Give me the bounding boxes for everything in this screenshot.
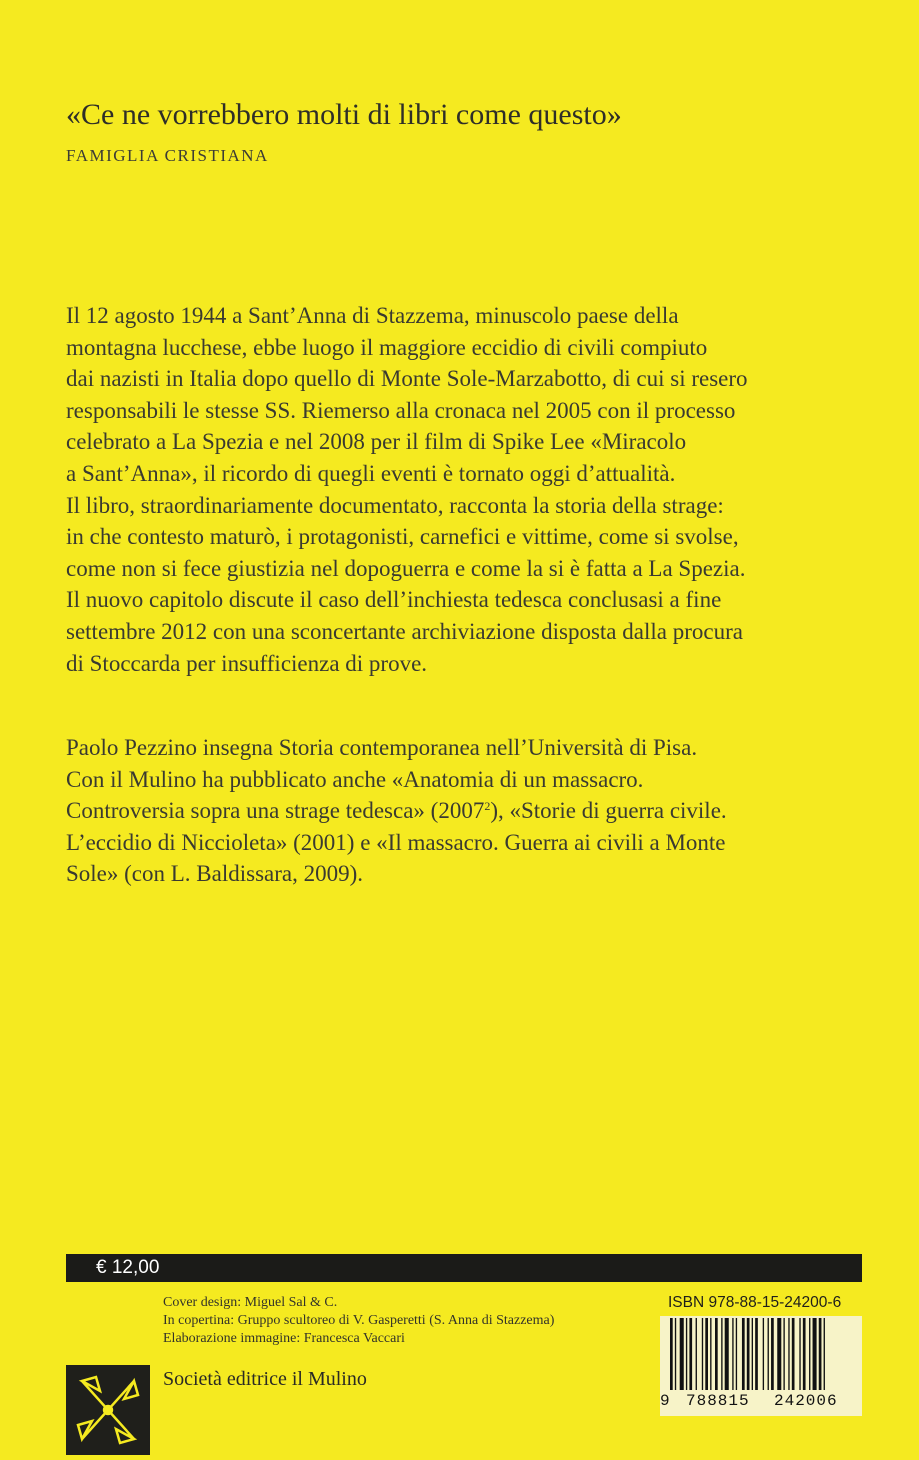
barcode-bar <box>670 1318 673 1390</box>
synopsis-line: settembre 2012 con una sconcertante archiviazione disposta dalla procura <box>66 618 743 644</box>
barcode-bar <box>819 1318 822 1390</box>
barcode <box>660 1316 862 1416</box>
barcode-bar <box>736 1318 737 1390</box>
barcode-bar <box>803 1318 806 1390</box>
synopsis-line: come non si fece giustizia nel dopoguerra e come la si è fatta a La Spezia. <box>66 555 746 581</box>
barcode-bar <box>771 1318 774 1390</box>
synopsis-line: responsabili le stesse SS. Riemerso alla cronaca nel 2005 con il processo <box>66 397 736 423</box>
barcode-bar <box>721 1318 722 1390</box>
synopsis-line: a Sant’Anna», il ricordo di quegli eventi è tornato oggi d’attualità. <box>66 460 676 486</box>
barcode-bar <box>725 1318 729 1390</box>
publisher-name: Società editrice il Mulino <box>163 1368 367 1390</box>
barcode-bar <box>777 1318 781 1390</box>
barcode-bar <box>696 1318 697 1390</box>
author-bio-line <box>66 795 866 827</box>
barcode-first-digit: 9 <box>660 1392 671 1410</box>
synopsis-line: Il libro, straordinariamente documentato, racconta la storia della strage: <box>66 492 724 518</box>
synopsis-line: in che contesto maturò, i protagonisti, carnefici e vittime, come si svolse, <box>66 524 739 550</box>
windmill-icon <box>66 1365 150 1455</box>
barcode-bar <box>755 1318 758 1390</box>
barcode-bars <box>660 1316 862 1396</box>
synopsis <box>66 300 866 679</box>
barcode-bar <box>710 1318 711 1390</box>
barcode-bar <box>705 1318 708 1390</box>
barcode-bar <box>799 1318 800 1390</box>
author-bio-line: Con il Mulino ha pubblicato anche «Anatomia di un massacro. <box>66 766 644 792</box>
barcode-bar <box>792 1318 795 1390</box>
barcode-bar <box>686 1318 687 1390</box>
credit-line: Cover design: Miguel Sal & C. <box>163 1295 338 1310</box>
barcode-bar <box>788 1318 789 1390</box>
credit-line: In copertina: Gruppo scultoreo di V. Gasperetti (S. Anna di Stazzema) <box>163 1313 555 1328</box>
price: € 12,00 <box>96 1257 160 1278</box>
synopsis-line: di Stoccarda per insufficienza di prove. <box>66 650 428 676</box>
author-bio-line: Sole» (con L. Baldissara, 2009). <box>66 861 364 887</box>
synopsis-line: montagna lucchese, ebbe luogo il maggiore eccidio di civili compiuto <box>66 334 708 360</box>
author-bio-line: Paolo Pezzino insegna Storia contemporanea nell’Università di Pisa. <box>66 735 698 760</box>
barcode-bar <box>813 1318 817 1390</box>
barcode-bar <box>747 1318 750 1390</box>
barcode-digits <box>660 1392 862 1410</box>
price-bar <box>66 1254 862 1282</box>
synopsis-line: Il nuovo capitolo discute il caso dell’inchiesta tedesca conclusasi a fine <box>66 587 722 613</box>
barcode-bar <box>763 1318 764 1390</box>
edition-superscript: 2 <box>484 799 491 814</box>
barcode-bar <box>768 1318 769 1390</box>
review-quote: «Ce ne vorrebbero molti di libri come questo» <box>66 98 622 131</box>
isbn: ISBN 978-88-15-24200-6 <box>668 1294 842 1311</box>
barcode-bar <box>783 1318 784 1390</box>
author-bio <box>66 732 866 890</box>
review-source: FAMIGLIA CRISTIANA <box>66 146 269 165</box>
barcode-bar <box>732 1318 733 1390</box>
publisher-logo <box>66 1365 150 1455</box>
barcode-bar <box>742 1318 745 1390</box>
barcode-bar <box>689 1318 692 1390</box>
credit-line: Elaborazione immagine: Francesca Vaccari <box>163 1331 405 1346</box>
barcode-bar <box>680 1318 684 1390</box>
credits <box>163 1294 554 1348</box>
barcode-bar <box>702 1318 703 1390</box>
author-bio-text: Controversia sopra una strage tedesca» (2007 <box>66 798 485 824</box>
barcode-bar <box>809 1318 810 1390</box>
barcode-bar <box>752 1318 753 1390</box>
barcode-left-group: 788815 <box>686 1392 750 1410</box>
author-bio-line: L’eccidio di Niccioleta» (2001) e «Il massacro. Guerra ai civili a Monte <box>66 829 726 855</box>
synopsis-line: Il 12 agosto 1944 a Sant’Anna di Stazzema, minuscolo paese della <box>66 303 679 328</box>
barcode-bar <box>675 1318 676 1390</box>
author-bio-text: ), «Storie di guerra civile. <box>490 798 727 824</box>
synopsis-line: celebrato a La Spezia e nel 2008 per il film di Spike Lee «Miracolo <box>66 429 687 455</box>
barcode-bar <box>824 1318 825 1390</box>
barcode-bar <box>715 1318 718 1390</box>
synopsis-line: dai nazisti in Italia dopo quello di Monte Sole-Marzabotto, di cui si resero <box>66 366 748 392</box>
barcode-right-group: 242006 <box>774 1392 838 1410</box>
